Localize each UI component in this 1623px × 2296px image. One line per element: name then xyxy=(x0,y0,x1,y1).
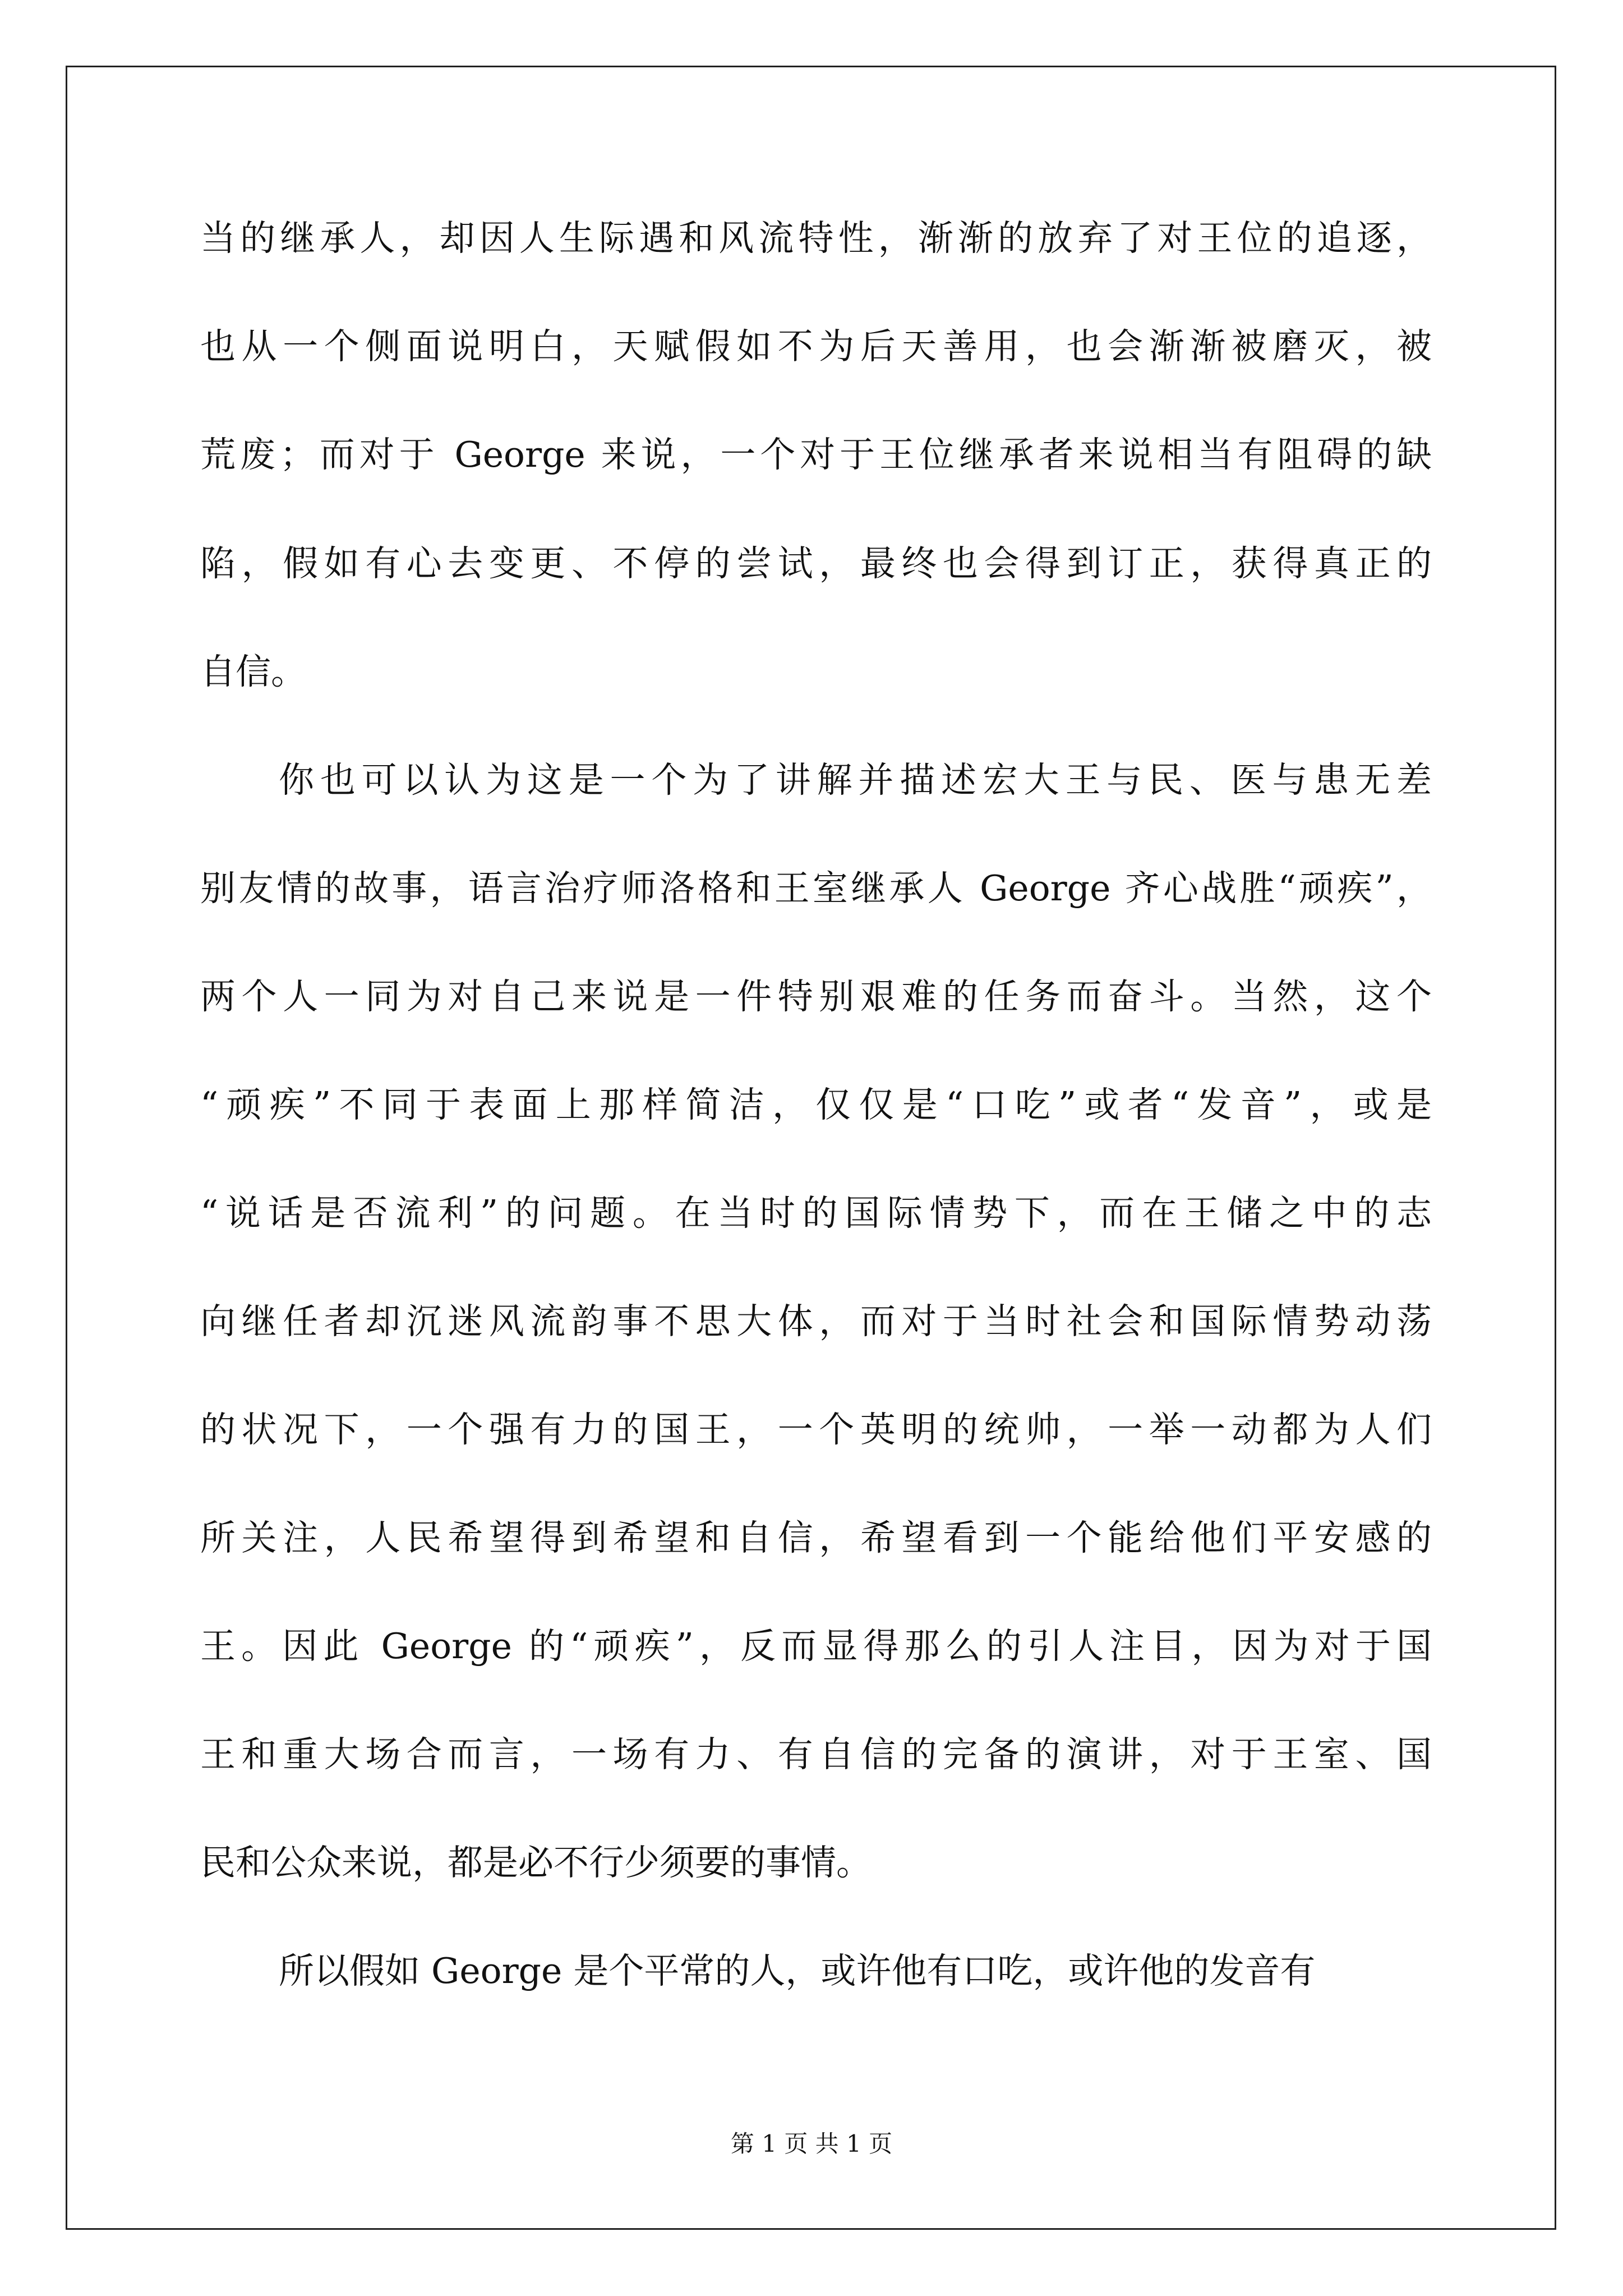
text-line: “顽疾”不同于表面上那样简洁，仅仅是“口吃”或者“发音”，或是 xyxy=(200,1084,1432,1125)
text-line: 陷，假如有心去变更、不停的尝试，最终也会得到订正，获得真正的 xyxy=(200,543,1432,584)
text-line: 当的继承人，却因人生际遇和风流特性，渐渐的放弃了对王位的追逐， xyxy=(200,218,1432,259)
text-line: 荒废；而对于 George 来说，一个对于王位继承者来说相当有阻碍的缺 xyxy=(200,434,1432,475)
text-line: 你也可以认为这是一个为了讲解并描述宏大王与民、医与患无差 xyxy=(279,760,1432,800)
text-line: 也从一个侧面说明白，天赋假如不为后天善用，也会渐渐被磨灭，被 xyxy=(200,326,1432,367)
page-footer: 第 1 页 共 1 页 xyxy=(730,2130,893,2157)
text-line: 别友情的故事，语言治疗师洛格和王室继承人 George 齐心战胜“顽疾”， xyxy=(200,868,1432,909)
text-line: 向继任者却沉迷风流韵事不思大体，而对于当时社会和国际情势动荡 xyxy=(200,1301,1432,1342)
text-line: 所关注，人民希望得到希望和自信，希望看到一个能给他们平安感的 xyxy=(200,1517,1432,1558)
text-line: 自信。 xyxy=(200,651,306,692)
text-line: 的状况下，一个强有力的国王，一个英明的统帅，一举一动都为人们 xyxy=(200,1409,1432,1450)
text-line: 王。因此 George 的“顽疾”，反而显得那么的引人注目，因为对于国 xyxy=(200,1626,1432,1667)
text-line: 所以假如 George 是个平常的人，或许他有口吃，或许他的发音有 xyxy=(279,1950,1316,1991)
text-line: 王和重大场合而言，一场有力、有自信的完备的演讲，对于王室、国 xyxy=(200,1734,1432,1775)
text-line: 两个人一同为对自己来说是一件特别艰难的任务而奋斗。当然，这个 xyxy=(200,976,1432,1017)
page-border xyxy=(66,66,1556,2230)
text-line: 民和公众来说，都是必不行少须要的事情。 xyxy=(200,1842,872,1883)
text-line: “说话是否流利”的问题。在当时的国际情势下，而在王储之中的志 xyxy=(200,1193,1432,1234)
